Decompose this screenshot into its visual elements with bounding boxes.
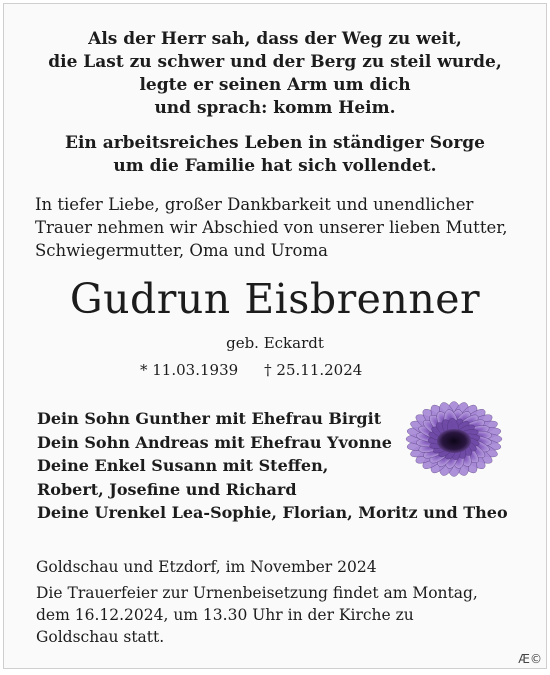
gerbera-flower-icon (375, 386, 533, 492)
intro-line: Schwiegermutter, Oma und Uroma (35, 241, 328, 260)
place-date: Goldschau und Etzdorf, im November 2024 (36, 558, 377, 576)
funeral-service-info (36, 582, 478, 648)
birth-date: * 11.03.1939 (140, 361, 239, 379)
family-line: Dein Sohn Gunther mit Ehefrau Birgit (37, 409, 382, 428)
life-dates (140, 360, 362, 380)
publisher-mark: Æ© (518, 652, 542, 666)
intro-line: In tiefer Liebe, großer Dankbarkeit und unendlicher (35, 195, 474, 214)
obituary-notice (3, 3, 547, 669)
family-line: Robert, Josefine und Richard (37, 479, 297, 499)
verse-block (4, 28, 546, 120)
service-line: Die Trauerfeier zur Urnenbeisetzung findet am Montag, (36, 584, 478, 602)
service-line: Goldschau statt. (36, 628, 165, 646)
flower-center (437, 429, 471, 453)
verse-line: und sprach: komm Heim. (154, 98, 396, 118)
service-line: dem 16.12.2024, um 13.30 Uhr in der Kirche zu (36, 606, 414, 624)
family-line: Dein Sohn Andreas mit Ehefrau Yvonne (37, 432, 392, 452)
death-date: † 25.11.2024 (264, 361, 363, 379)
birth-name: geb. Eckardt (226, 334, 324, 352)
family-line: Deine Urenkel Lea-Sophie, Florian, Moritz und Theo (37, 503, 508, 522)
deceased-name: Gudrun Eisbrenner (69, 275, 481, 323)
tribute-line: um die Familie hat sich vollendet. (113, 156, 437, 176)
intro-text (35, 193, 508, 262)
verse-line: Als der Herr sah, dass der Weg zu weit, (88, 29, 462, 49)
verse-line: die Last zu schwer und der Berg zu steil wurde, (48, 52, 502, 72)
tribute-block (4, 132, 546, 178)
tribute-line: Ein arbeitsreiches Leben in ständiger Sorge (65, 133, 485, 153)
family-line: Deine Enkel Susann mit Steffen, (37, 456, 329, 475)
intro-line: Trauer nehmen wir Abschied von unserer lieben Mutter, (35, 218, 508, 237)
verse-line: legte er seinen Arm um dich (139, 75, 411, 95)
